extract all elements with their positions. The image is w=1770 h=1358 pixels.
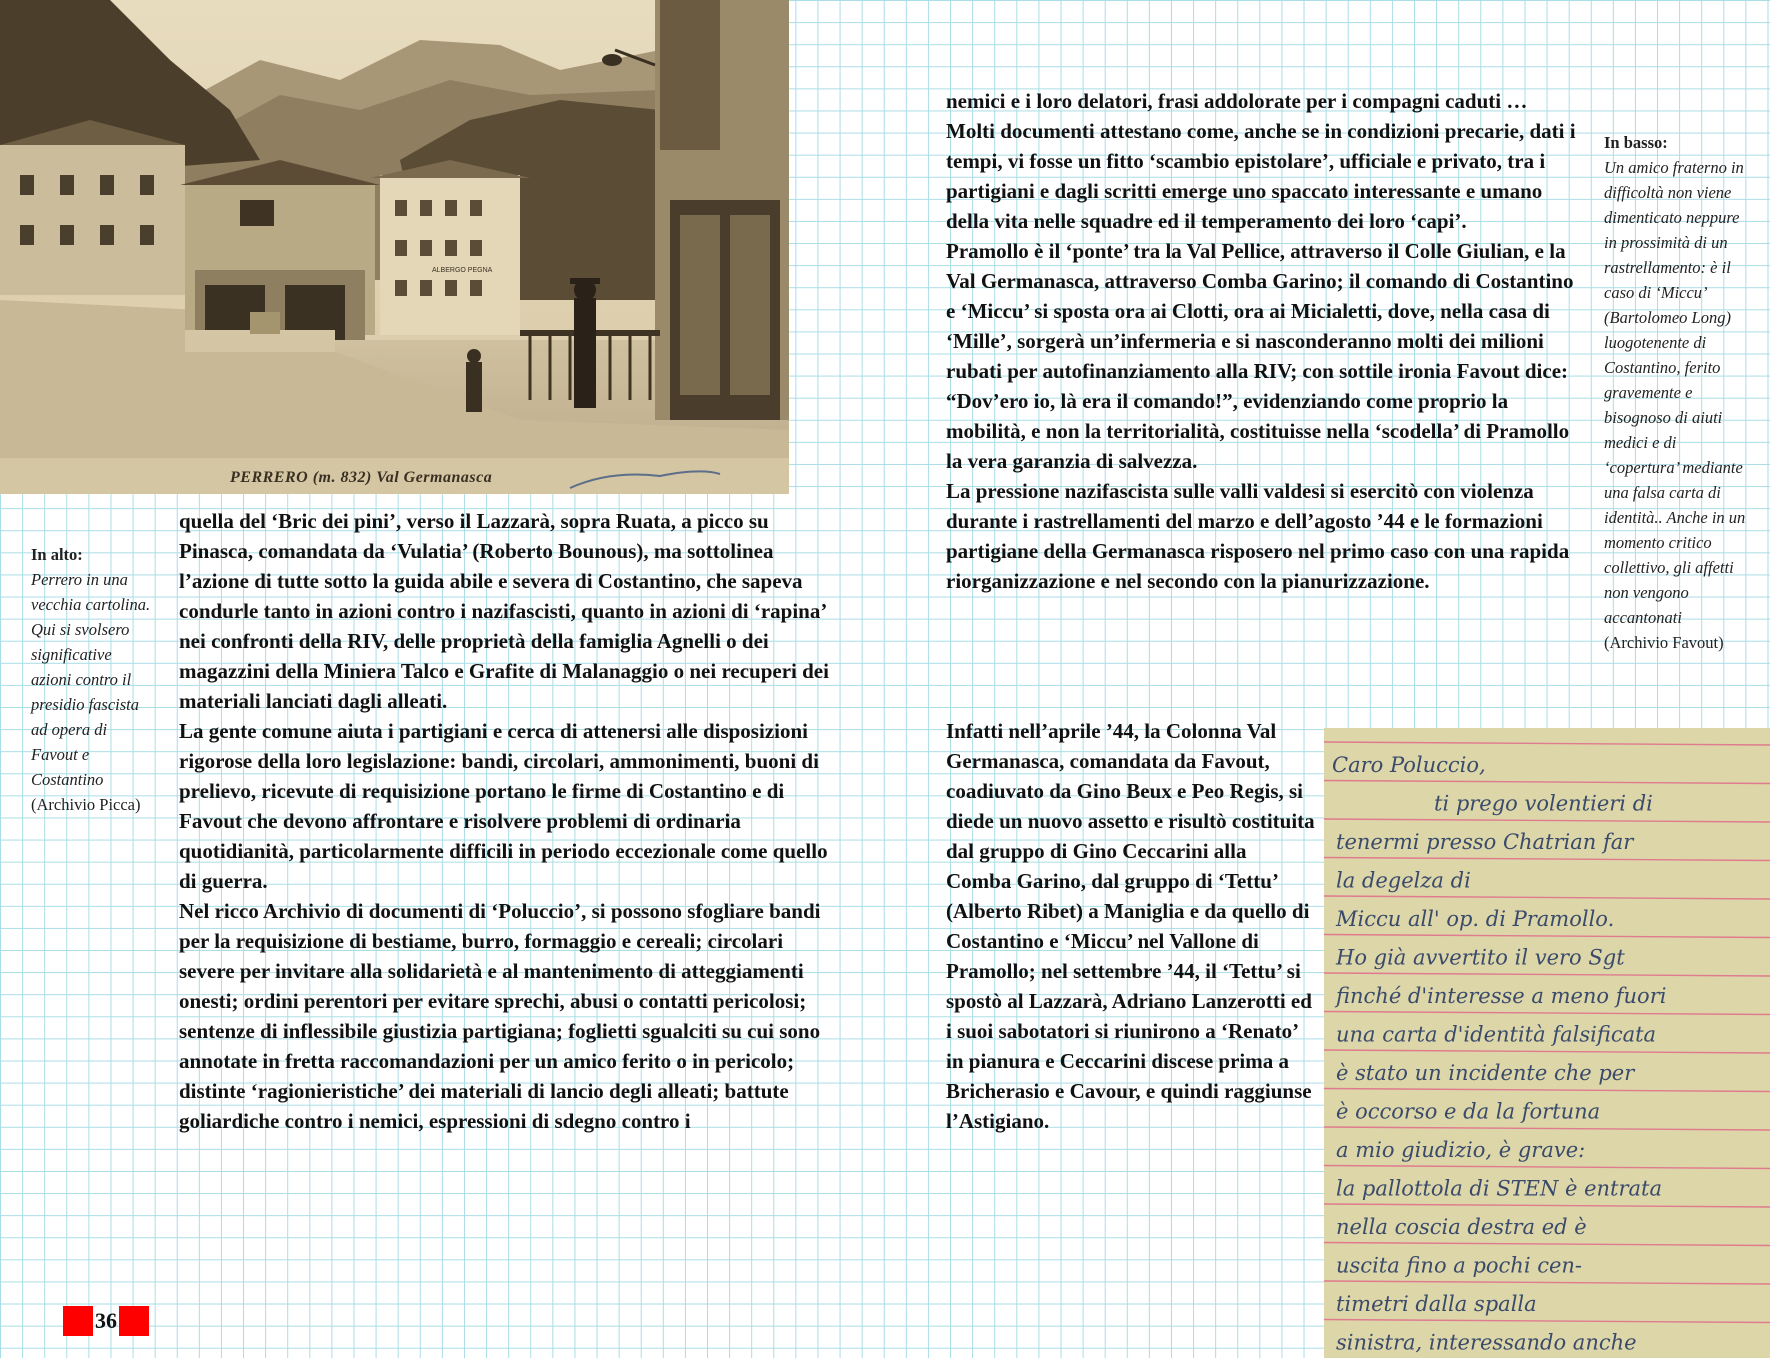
postcard-illustration: [0, 0, 789, 494]
letter-line: la pallottola di STEN è entrata: [1336, 1176, 1663, 1201]
page-number-marker-right: [119, 1306, 149, 1336]
letter-illustration: [1324, 728, 1770, 1358]
caption-bottom-photo: [1604, 130, 1754, 655]
letter-line: Ho già avvertito il vero Sgt: [1336, 945, 1625, 970]
letter-line: Miccu all' op. di Pramollo.: [1336, 907, 1615, 931]
postcard-caption: PERRERO (m. 832) Val Germanasca: [230, 469, 493, 486]
caption-body: Un amico fraterno in difficoltà non viene dimenticato neppure in prossimità di un rastrellamento: è il caso di ‘Miccu’ (Bartolomeo Long) luogotenente di Costantino, ferito gravemente e bisognoso di aiuti medici e di ‘copertura’ mediante una falsa carta di identità.. Anche in un momento critico collettivo, gli affetti non vengono accantonati: [1604, 158, 1746, 627]
caption-title: In basso:: [1604, 133, 1668, 152]
letter-line: finché d'interesse a meno fuori: [1336, 984, 1667, 1008]
postcard-photo: [0, 0, 789, 494]
page-number-value: 36: [95, 1308, 117, 1333]
letter-line: è stato un incidente che per: [1336, 1061, 1635, 1085]
body-text-left-column: quella del ‘Bric dei pini’, verso il Lazzarà, sopra Ruata, a picco su Pinasca, comandata da ‘Vulatia’ (Roberto Bounous), ma sottolinea l’azione di tutte sotto la guida abile e severa di Costantino, che sapeva condurle tanto in azioni contro i nazifascisti, quanto in azioni di ‘rapina’ nei confronti della RIV, delle proprietà della famiglia Agnelli o dei magazzini della Miniera Talco e Grafite di Malanaggio o nei recuperi dei materiali lanciati dagli alleati. La gente comune aiuta i partigiani e cerca di attenersi alle disposizioni rigorose della loro legislazione: bandi, circolari, ammonimenti, buoni di prelievo, ricevute di requisizione portano le firme di Costantino e di Favout che devono affrontare e risolvere problemi di ordinaria quotidianità, particolarmente difficili in periodo eccezionale come quello di guerra. Nel ricco Archivio di documenti di ‘Poluccio’, si possono sfogliare bandi per la requisizione di bestiame, burro, formaggio e cereali; circolari severe per invitare alla solidarietà e al mantenimento di atteggiamenti onesti; ordini perentori per evitare sprechi, abusi o contatti pericolosi; sentenze di inflessibile giustizia partigiana; foglietti sgualciti su cui sono annotate in fretta raccomandazioni per un amico ferito o in pericolo; distinte ‘ragionieristiche’ dei materiali di lancio degli alleati; battute goliardiche contro i nemici, espressioni di sdegno contro i: [179, 509, 829, 1133]
letter-line: una carta d'identità falsificata: [1336, 1022, 1657, 1047]
letter-line: tenermi presso Chatrian far: [1336, 830, 1634, 854]
letter-line: Caro Poluccio,: [1332, 753, 1486, 777]
letter-line: ti prego volentieri di: [1434, 791, 1653, 816]
handwritten-letter-photo: [1324, 728, 1770, 1358]
page-number: [63, 1306, 149, 1336]
letter-line: sinistra, interessando anche: [1336, 1330, 1637, 1355]
caption-title: In alto:: [31, 545, 83, 564]
letter-line: nella coscia destra ed è: [1336, 1215, 1587, 1239]
page-number-marker-left: [63, 1306, 93, 1336]
letter-line: a mio giudizio, è grave:: [1336, 1138, 1586, 1162]
body-text-right-column: nemici e i loro delatori, frasi addolorate per i compagni caduti … Molti documenti attestano come, anche se in condizioni precarie, dati i tempi, vi fosse un fitto ‘scambio epistolare’, ufficiale e privato, tra i partigiani e dagli scritti emerge uno spaccato interessante e umano della vita nelle squadre ed il temperamento dei loro ‘capi’. Pramollo è il ‘ponte’ tra la Val Pellice, attraverso il Colle Giulian, e la Val Germanasca, attraverso Comba Garino; il comando di Costantino e ‘Miccu’ si sposta ora ai Clotti, ora ai Micialetti, dove, nella casa di ‘Mille’, sorgerà un’infermeria e si nasconderanno molti dei milioni rubati per autofinanziamento alla RIV; con sottile ironia Favout dice: “Dov’ero io, là era il comando!”, evidenziando come proprio la mobilità, e non la territorialità, costituisse nella ‘scodella’ di Pramollo la vera garanzia di salvezza. La pressione nazifascista sulle valli valdesi si esercitò con violenza durante i rastrellamenti del marzo e dell’agosto ’44 e le formazioni partigiane della Germanasca risposero nel primo caso con una rapida riorganizzazione e nel secondo con la pianurizzazione.: [946, 89, 1576, 593]
letter-line: la degelza di: [1336, 868, 1471, 893]
letter-line: è occorso e da la fortuna: [1336, 1099, 1601, 1124]
caption-source: (Archivio Favout): [1604, 633, 1724, 652]
caption-top-photo: [31, 542, 156, 817]
caption-source: (Archivio Picca): [31, 795, 141, 814]
letter-line: uscita fino a pochi cen-: [1336, 1253, 1583, 1278]
body-text-right-narrow: Infatti nell’aprile ’44, la Colonna Val Germanasca, comandata da Favout, coadiuvato da Gino Beux e Peo Regis, si diede un nuovo assetto e risultò costituita dal gruppo di Gino Ceccarini alla Comba Garino, dal gruppo di ‘Tettu’ (Alberto Ribet) a Maniglia e da quello di Costantino e ‘Miccu’ nel Vallone di Pramollo; nel settembre ’44, il ‘Tettu’ si spostò al Lazzarà, Adriano Lanzerotti ed i suoi sabotatori si riunirono a ‘Renato’ in pianura e Ceccarini discese prima a Bricherasio e Cavour, e quindi raggiunse l’Astigiano.: [946, 719, 1315, 1133]
caption-body: Perrero in una vecchia cartolina. Qui si svolsero significative azioni contro il presidio fascista ad opera di Favout e Costantino: [31, 570, 151, 789]
hotel-sign: ALBERGO PEGNA: [432, 267, 493, 274]
letter-line: timetri dalla spalla: [1336, 1292, 1537, 1316]
